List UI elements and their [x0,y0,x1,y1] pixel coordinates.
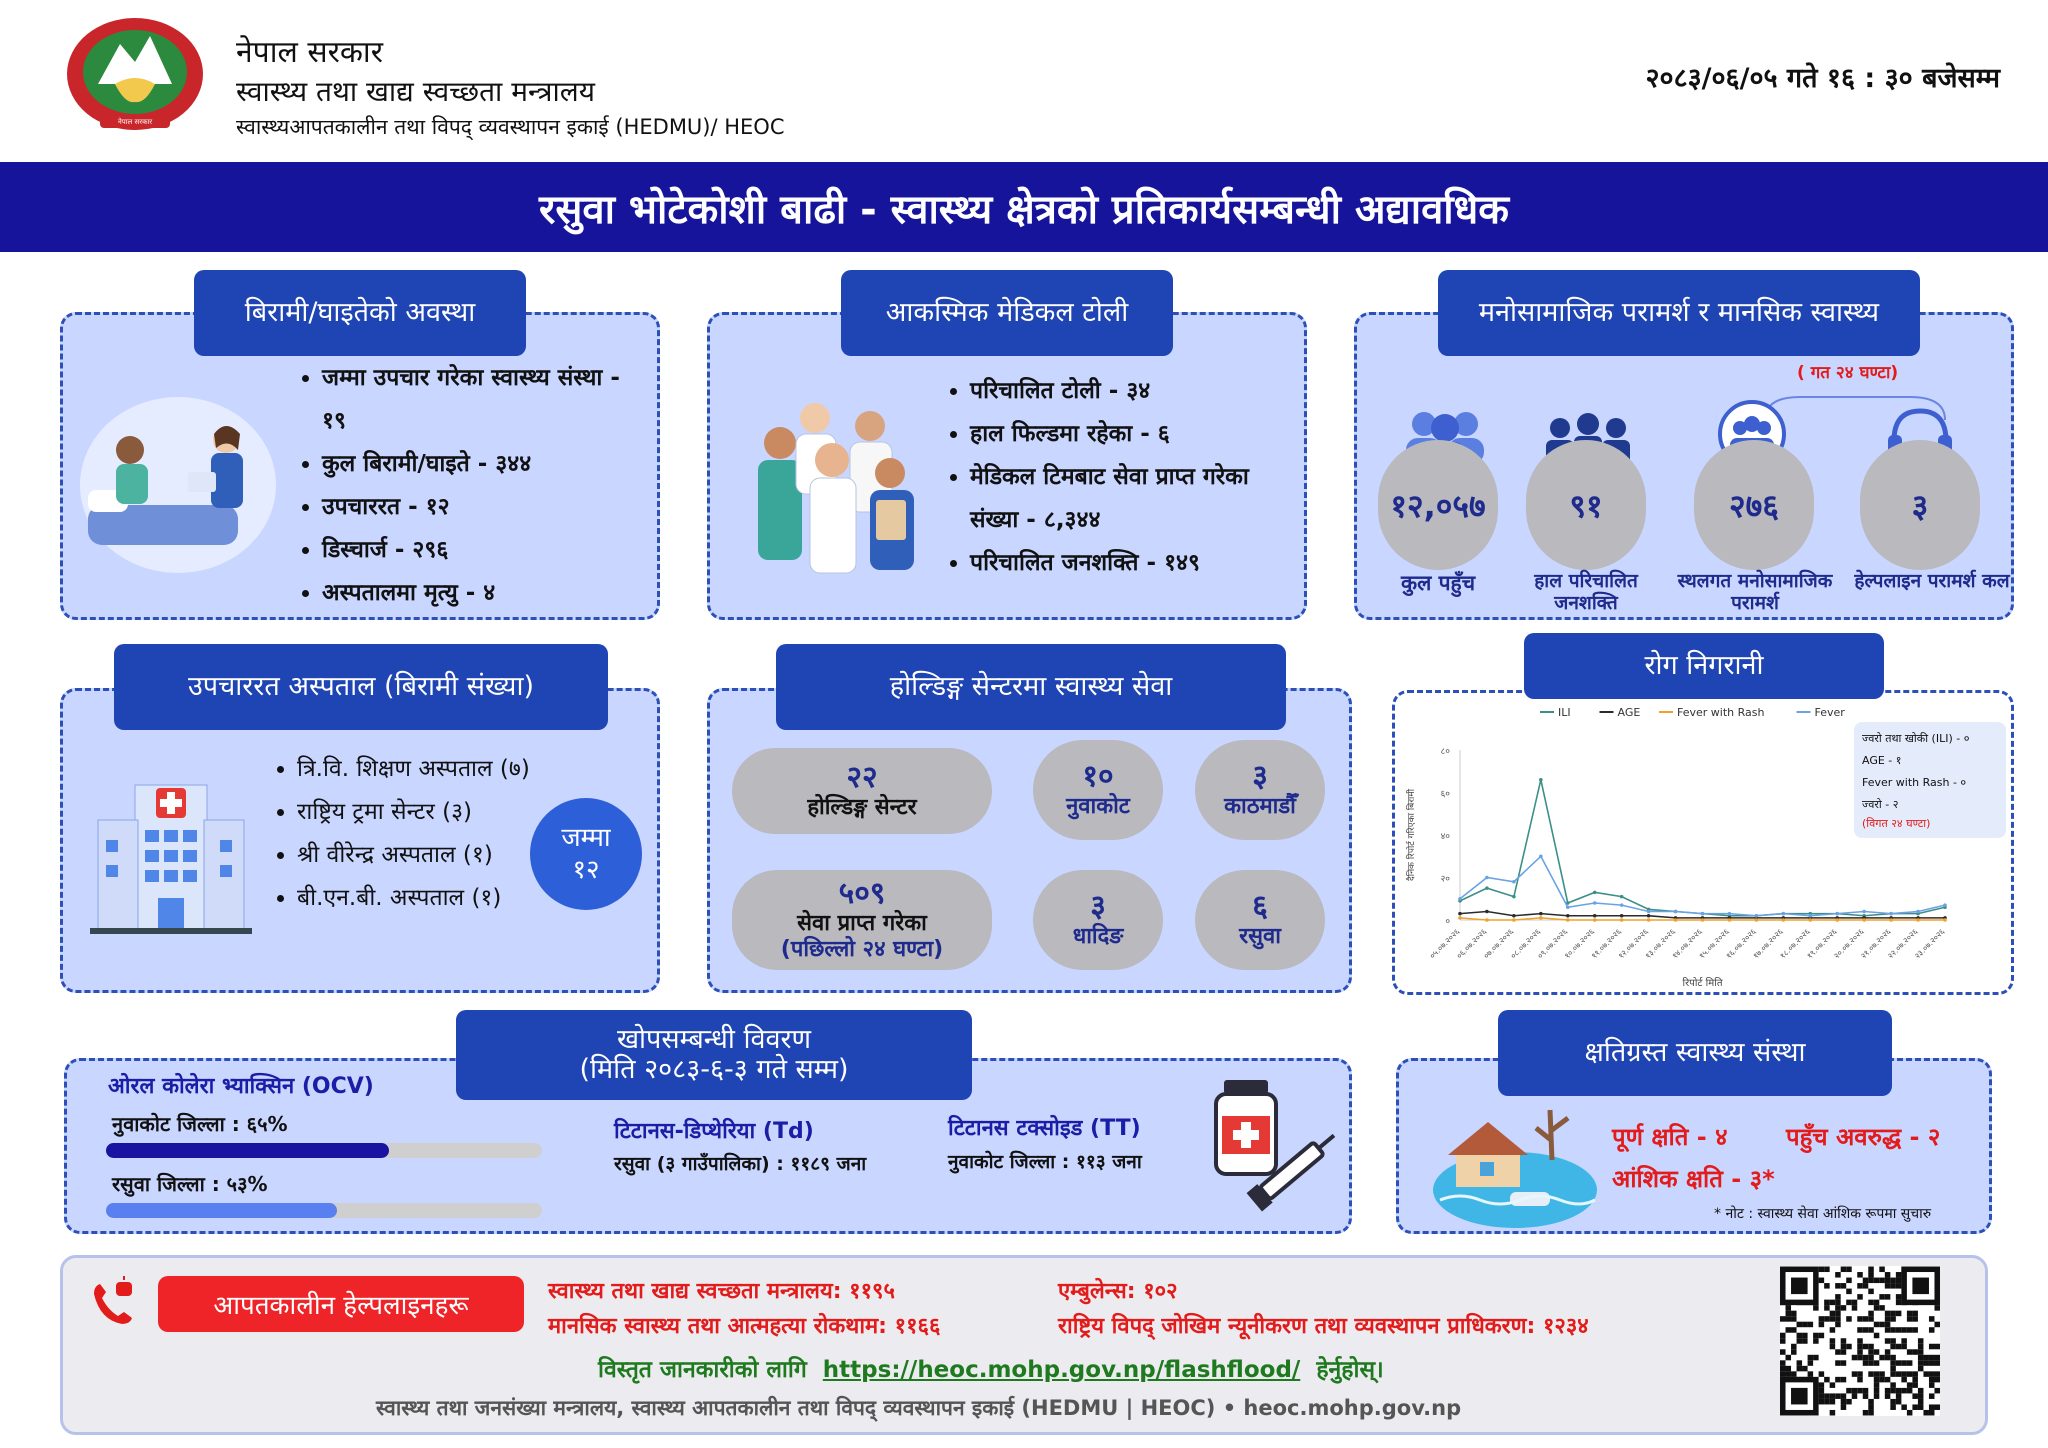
district-value: १० [1082,759,1114,794]
onsite-counseling-value: २७६ [1694,440,1814,570]
series-line-fever [1460,856,1945,916]
data-point [1593,901,1597,905]
data-point [1620,914,1624,918]
data-point [1539,854,1543,858]
district-label: काठमाडौँ [1224,794,1296,819]
y-tick-label: ६० [1440,789,1450,800]
hospitals-total-badge [530,798,642,910]
more-info-prefix: विस्तृत जानकारीको लागि [598,1357,807,1383]
helpline-disaster-authority: राष्ट्रिय विपद् जोखिम न्यूनीकरण तथा व्यवस्थापन प्राधिकरण: १२३४ [1058,1314,1589,1339]
x-tick-label: १९.०७.२०२६ [1805,927,1839,961]
holding-centers-pill [732,748,992,834]
data-point [1485,918,1489,922]
x-tick-label: ०८.०७.२०२६ [1508,927,1543,961]
svg-text:नेपाल सरकार: नेपाल सरकार [117,118,153,126]
medical-team-list [948,370,1298,585]
data-point [1647,914,1651,918]
data-point [1620,895,1624,899]
x-tick-label: १७.०७.२०२६ [1751,927,1785,961]
list-item: • डिस्चार्ज - २९६ [322,529,640,572]
x-tick-label: २३.०७.२०२६ [1912,927,1947,961]
holding-centers-value: २२ [846,760,878,795]
list-item: • राष्ट्रिय ट्रमा सेन्टर (३) [297,791,575,834]
callout-note: (विगत २४ घण्टा) [1862,817,1931,830]
full-damage: पूर्ण क्षति - ४ [1612,1123,1728,1151]
data-point [1566,918,1570,922]
x-tick-label: ०७.०७.२०२६ [1481,927,1516,961]
list-item: • बी.एन.बी. अस्पताल (१) [297,877,575,920]
callout-item: Fever with Rash - ० [1862,776,1967,789]
surveillance-title: रोग निगरानी [1524,633,1884,699]
list-item: • उपचाररत - १२ [322,486,640,529]
district-label: रसुवा [1239,924,1281,949]
district-label: नुवाकोट [1066,794,1130,819]
x-tick-label: ११.०७.२०२६ [1589,927,1624,961]
data-point [1512,880,1516,884]
list-item: • जम्मा उपचार गरेका स्वास्थ्य संस्था - १९ [322,357,640,443]
data-point [1566,914,1570,918]
district-pill-rasuwa [1195,870,1325,970]
emergency-helplines-button[interactable]: आपतकालीन हेल्पलाइनहरू [158,1276,524,1332]
district-value: ३ [1252,759,1268,794]
legend-label: Fever [1814,706,1845,719]
data-point [1458,916,1462,920]
data-point [1593,918,1597,922]
helpline-mental-health: मानसिक स्वास्थ्य तथा आत्महत्या रोकथाम: ११६६ [548,1314,941,1339]
data-point [1701,918,1705,922]
report-date: २०८३/०६/०५ गते १६ : ३० बजेसम्म [1645,63,2000,94]
callout-item: ज्वरो - २ [1862,798,1899,811]
served-label: सेवा प्राप्त गरेका [797,911,927,936]
surveillance-callout [1854,722,2006,838]
data-point [1782,912,1786,916]
district-pill-dhading [1033,870,1163,970]
x-tick-label: १३.०७.२०२६ [1643,927,1677,961]
data-point [1835,918,1839,922]
data-point [1728,918,1732,922]
ministry-name: स्वास्थ्य तथा खाद्य स्वच्छता मन्त्रालय [236,75,595,108]
data-point [1835,912,1839,916]
data-point [1539,778,1543,782]
data-point [1808,918,1812,922]
data-point [1593,891,1597,895]
served-pill [732,870,992,970]
footer-credit: स्वास्थ्य तथा जनसंख्या मन्त्रालय, स्वास्थ्य आपतकालीन तथा विपद् व्यवस्थापन इकाई (HEDMU | HEOC) • heoc.mohp.gov.np [376,1396,1462,1420]
y-axis-label: दैनिक रिपोर्ट गरिएका बिरामी [1407,788,1417,882]
flashflood-link[interactable]: https://heoc.mohp.gov.np/flashflood/ [822,1357,1301,1383]
y-tick-label: ० [1445,917,1450,927]
x-tick-label: १२.०७.२०२६ [1616,927,1651,961]
data-point [1485,876,1489,880]
ocv-title: ओरल कोलेरा भ्याक्सिन (OCV) [108,1074,374,1099]
data-point [1674,910,1678,914]
served-note: (पछिल्लो २४ घण्टा) [780,937,944,962]
total-value: १२ [572,855,600,885]
data-point [1620,918,1624,922]
holding-title: होल्डिङ्ग सेन्टरमा स्वास्थ्य सेवा [776,644,1286,730]
x-tick-label: ०५.०७.२०२६ [1427,927,1462,961]
medical-staff-illustration [730,388,930,578]
data-point [1458,912,1462,916]
data-point [1566,905,1570,909]
data-point [1512,914,1516,918]
x-tick-label: २१.०७.२०२६ [1859,927,1893,961]
data-point [1647,910,1651,914]
flood-illustration [1430,1100,1600,1230]
ocv-rasuwa-bar [106,1203,542,1218]
data-point [1674,918,1678,922]
vaccine-title [456,1010,972,1100]
y-tick-label: ४० [1440,832,1450,842]
data-point [1593,914,1597,918]
served-value: ५०९ [838,876,886,911]
data-point [1943,918,1947,922]
x-tick-label: १६.०७.२०२६ [1724,927,1758,961]
damaged-title: क्षतिग्रस्त स्वास्थ्य संस्था [1498,1010,1892,1096]
data-point [1889,912,1893,916]
list-item: • अस्पतालमा मृत्यु - ४ [322,572,640,615]
partial-damage: आंशिक क्षति - ३* [1612,1165,1775,1193]
total-label: जम्मा [561,823,611,853]
hospital-building-icon [90,780,252,935]
helpline-calls-value: ३ [1860,440,1980,570]
tt-value: नुवाकोट जिल्ला : ११३ जना [948,1151,1142,1173]
more-info-line [598,1352,1384,1384]
ocv-nuwakot-bar [106,1143,542,1158]
data-point [1755,914,1759,918]
deployed-staff-value: ९१ [1526,440,1646,570]
list-item: • परिचालित जनशक्ति - १४९ [970,542,1298,585]
tt-title: टिटानस टक्सोइड (TT) [948,1116,1141,1141]
ocv-nuwakot-label: नुवाकोट जिल्ला : ६५% [112,1112,288,1136]
data-point [1862,910,1866,914]
page-title-banner: रसुवा भोटेकोशी बाढी - स्वास्थ्य क्षेत्रको प्रतिकार्यसम्बन्धी अद्यावधिक [0,162,2048,252]
data-point [1916,910,1920,914]
data-point [1701,912,1705,916]
x-tick-label: ०९.०७.२०२६ [1535,927,1570,961]
list-item: • श्री वीरेन्द्र अस्पताल (१) [297,834,575,877]
x-tick-label: ०६.०७.२०२६ [1454,927,1489,961]
legend-label: Fever with Rash [1677,706,1765,719]
district-value: ६ [1252,889,1268,924]
list-item: • हाल फिल्डमा रहेका - ६ [970,413,1298,456]
helpline-ministry: स्वास्थ्य तथा खाद्य स्वच्छता मन्त्रालय: ११९५ [548,1279,895,1304]
y-tick-label: ८० [1440,747,1450,757]
helpline-ambulance: एम्बुलेन्स: १०२ [1058,1279,1178,1304]
data-point [1512,895,1516,899]
government-emblem [60,14,210,139]
data-point [1943,903,1947,907]
data-point [1620,903,1624,907]
y-tick-label: २० [1440,874,1450,885]
onsite-counseling-label: स्थलगत मनोसामाजिक परामर्श [1677,570,1833,614]
data-point [1512,918,1516,922]
emergency-phone-icon [86,1276,142,1332]
ocv-rasuwa-label: रसुवा जिल्ला : ५३% [112,1172,268,1196]
list-item: • परिचालित टोली - ३४ [970,370,1298,413]
government-name: नेपाल सरकार [236,35,383,70]
data-point [1862,918,1866,922]
mental-health-title: मनोसामाजिक परामर्श र मानसिक स्वास्थ्य [1438,270,1920,356]
x-tick-label: २२.०७.२०२६ [1885,927,1920,961]
list-item: • कुल बिरामी/घाइते - ३४४ [322,443,640,486]
legend-label: AGE [1617,706,1641,719]
damage-note: * नोट : स्वास्थ्य सेवा आंशिक रूपमा सुचारु [1714,1206,1932,1222]
last-24h-note: ( गत २४ घण्टा) [1797,363,1899,383]
x-tick-label: १५.०७.२०२६ [1697,927,1731,961]
medical-team-title: आकस्मिक मेडिकल टोली [841,270,1173,356]
data-point [1755,918,1759,922]
callout-item: AGE - १ [1862,754,1902,767]
data-point [1485,886,1489,890]
patient-nurse-illustration [78,390,278,575]
vaccine-syringe-icon [1208,1074,1338,1224]
data-point [1808,914,1812,918]
unit-name: स्वास्थ्यआपतकालीन तथा विपद् व्यवस्थापन इकाई (HEDMU)/ HEOC [236,115,785,139]
list-item: • त्रि.वि. शिक्षण अस्पताल (७) [297,748,575,791]
data-point [1728,912,1732,916]
td-title: टिटानस-डिप्थेरिया (Td) [614,1119,814,1144]
patients-list [300,357,640,615]
patients-title: बिरामी/घाइतेको अवस्था [194,270,526,356]
total-reach-value: १२,०५७ [1378,440,1498,570]
ocv-rasuwa-fill [106,1203,337,1218]
more-info-suffix: हेर्नुहोस्। [1316,1357,1384,1383]
x-tick-label: २०.०७.२०२६ [1832,927,1866,961]
data-point [1647,918,1651,922]
data-point [1889,918,1893,922]
data-point [1782,918,1786,922]
vaccine-subtitle: (मिति २०८३-६-३ गते सम्म) [579,1054,849,1085]
ocv-nuwakot-fill [106,1143,389,1158]
x-tick-label: १०.०७.२०२६ [1562,927,1597,961]
legend-label: ILI [1558,706,1571,719]
helpline-calls-label: हेल्पलाइन परामर्श कल [1854,570,2010,592]
callout-item: ज्वरो तथा खोकी (ILI) - ० [1862,732,1970,745]
data-point [1458,897,1462,901]
district-pill-nuwakot [1033,740,1163,840]
hospitals-title: उपचाररत अस्पताल (बिरामी संख्या) [114,644,608,730]
x-axis-label: रिपोर्ट मिति [1682,978,1723,989]
data-point [1916,918,1920,922]
access-blocked: पहुँच अवरुद्ध - २ [1786,1123,1941,1151]
district-label: धादिङ [1072,924,1124,949]
data-point [1539,916,1543,920]
holding-centers-label: होल्डिङ्ग सेन्टर [807,795,917,820]
list-item: • मेडिकल टिमबाट सेवा प्राप्त गरेका संख्या - ८,३४४ [970,456,1298,542]
vaccine-title-text: खोपसम्बन्धी विवरण [616,1024,812,1055]
district-value: ३ [1090,889,1106,924]
td-value: रसुवा (३ गाउँपालिका) : ११८९ जना [614,1153,867,1175]
x-tick-label: १८.०७.२०२६ [1778,927,1812,961]
deployed-staff-label: हाल परिचालित जनशक्ति [1534,570,1638,614]
total-reach-label: कुल पहुँच [1400,571,1476,595]
data-point [1485,910,1489,914]
data-point [1539,912,1543,916]
x-tick-label: १४.०७.२०२६ [1670,927,1704,961]
qr-code[interactable] [1780,1266,1940,1416]
district-pill-kathmandu [1195,740,1325,840]
hospitals-list [275,748,575,920]
